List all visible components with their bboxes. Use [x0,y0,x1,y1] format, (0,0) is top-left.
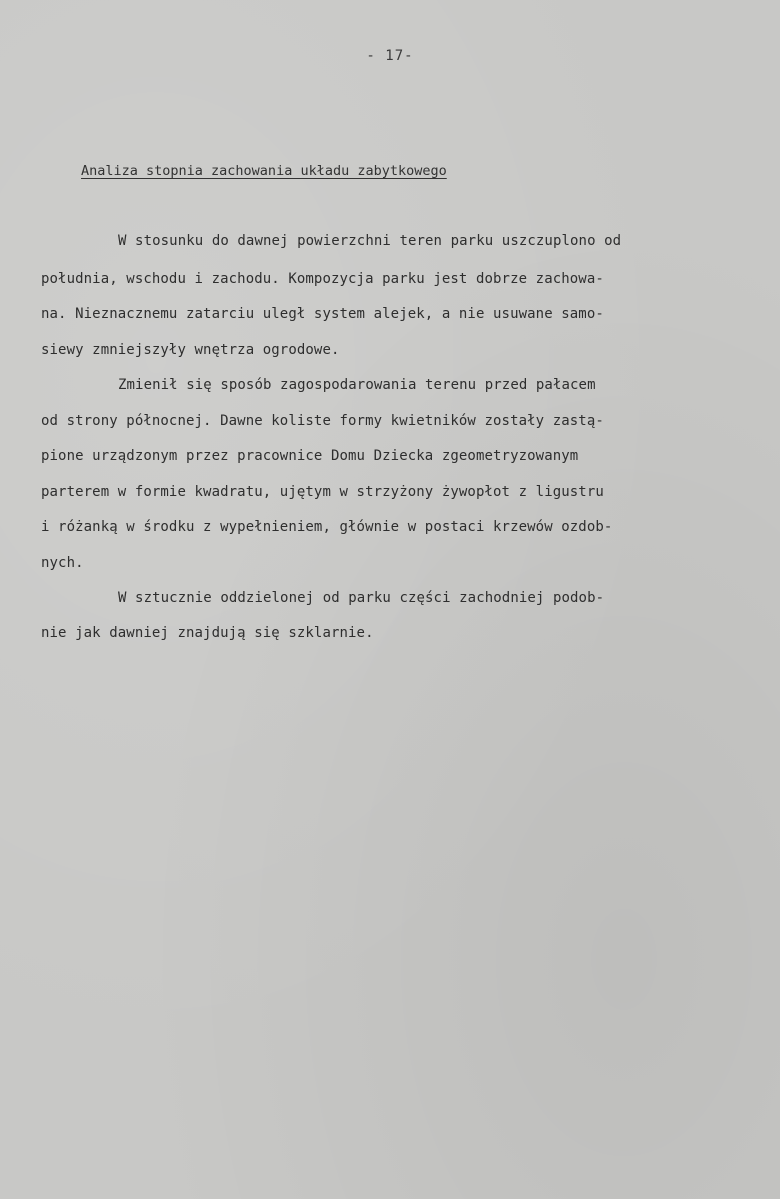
paragraph-2-line-5: i różanką w środku z wypełnieniem, głównie w postaci krzewów ozdob- [41,519,613,535]
paragraph-1-line-2: południa, wschodu i zachodu. Kompozycja parku jest dobrze zachowa- [41,271,604,287]
paragraph-3-line-2: nie jak dawniej znajdują się szklarnie. [41,625,374,641]
paragraph-2-line-1: Zmienił się sposób zagospodarowania terenu przed pałacem [118,377,596,393]
paragraph-2-line-6: nych. [41,555,84,571]
paragraph-3-line-1: W sztucznie oddzielonej od parku części zachodniej podob- [118,590,605,606]
paragraph-2-line-4: parterem w formie kwadratu, ujętym w strzyżony żywopłot z ligustru [41,484,604,500]
paragraph-2-line-2: od strony północnej. Dawne koliste formy kwietników zostały zastą- [41,413,604,429]
paragraph-1-line-1: W stosunku do dawnej powierzchni teren parku uszczuplono od [118,233,622,249]
paragraph-1-line-3: na. Nieznacznemu zatarciu uległ system alejek, a nie usuwane samo- [41,306,604,322]
paragraph-2-line-3: pione urządzonym przez pracownice Domu Dziecka zgeometryzowanym [41,448,579,464]
paragraph-1-line-4: siewy zmniejszyły wnętrza ogrodowe. [41,342,340,358]
section-title: Analiza stopnia zachowania układu zabytkowego [81,163,447,179]
page-number: - 17- [366,48,414,64]
